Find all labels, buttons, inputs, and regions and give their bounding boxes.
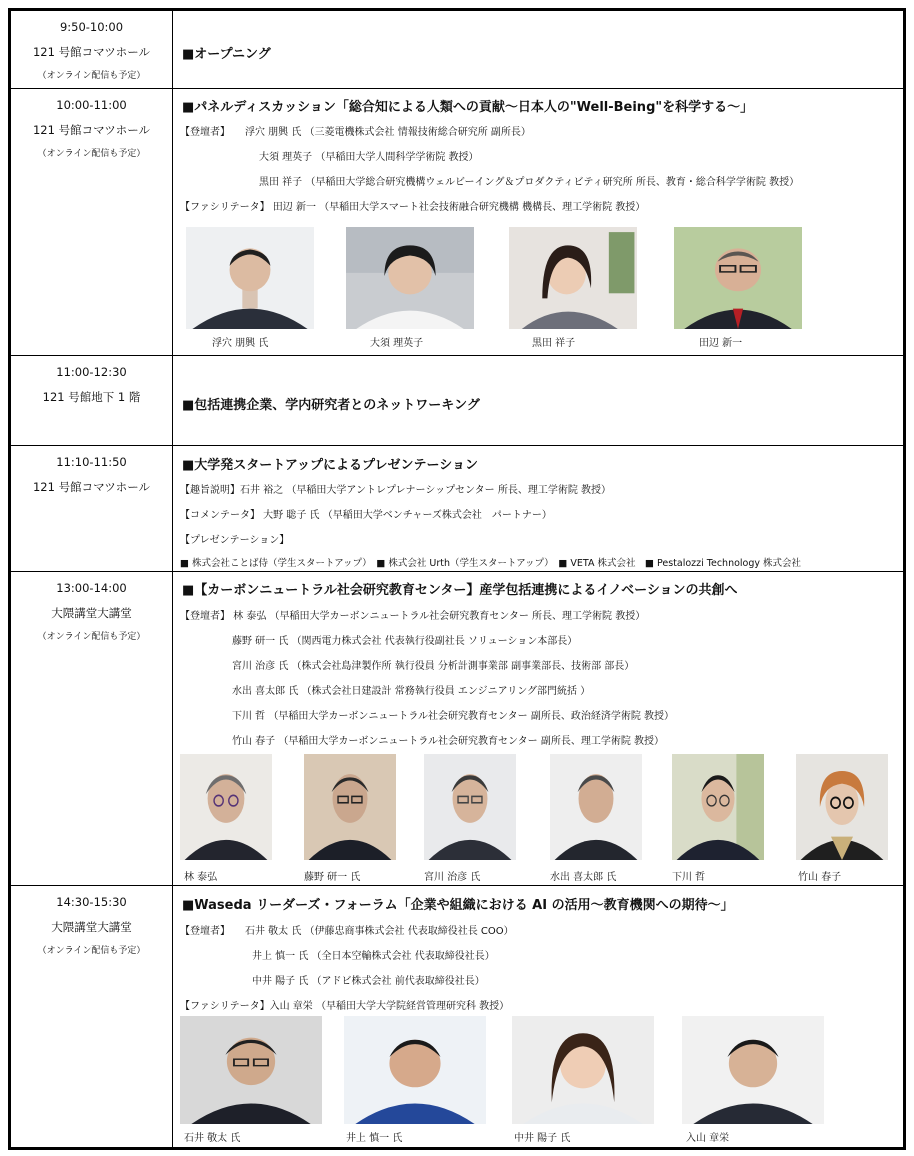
content-cell xyxy=(174,886,903,1147)
session-time: 9:50-10:00 xyxy=(59,20,124,34)
time-cell xyxy=(11,886,173,1147)
time-cell xyxy=(11,356,173,445)
session-note: （オンライン配信も予定） xyxy=(37,946,146,956)
speaker-line: 黒田 祥子 （早稲田大学総合研究機構ウェルビーイング＆プロダクティビティ研究所 所長、教育・総合科学学術院 教授） xyxy=(259,177,800,188)
session-time: 10:00-11:00 xyxy=(56,98,127,112)
speaker-line: 【登壇者】 浮穴 朋興 氏 （三菱電機株式会社 情報技術総合研究所 副所長） xyxy=(180,127,531,138)
speaker-name: 井上 慎一 氏 xyxy=(346,1133,403,1144)
session-title: ■オープニング xyxy=(182,47,271,62)
speaker-photo xyxy=(550,754,642,860)
session-venue: 121 号館コマツホール xyxy=(32,123,151,137)
speaker-photo xyxy=(672,754,764,860)
speaker-name: 田辺 新一 xyxy=(699,338,743,349)
speaker-photo xyxy=(180,1016,322,1124)
speaker-name: 浮穴 朋興 氏 xyxy=(212,338,269,349)
time-cell xyxy=(11,572,173,885)
speaker-name: 竹山 春子 xyxy=(798,872,842,883)
speaker-photo xyxy=(796,754,888,860)
session-venue: 121 号館コマツホール xyxy=(32,45,151,59)
program-table xyxy=(8,8,906,1150)
session-row-opening xyxy=(11,11,903,89)
session-time: 11:00-12:30 xyxy=(56,365,127,379)
speaker-line: 【登壇者】 石井 敬太 氏 （伊藤忠商事株式会社 代表取締役社長 COO） xyxy=(180,926,514,937)
time-cell xyxy=(11,446,173,571)
speaker-photo xyxy=(512,1016,654,1124)
session-title: ■包括連携企業、学内研究者とのネットワーキング xyxy=(182,398,480,413)
speaker-line: 【プレゼンテーション】 xyxy=(180,535,290,546)
speaker-line: 【コメンテータ】 大野 聡子 氏 （早稲田大学ベンチャーズ株式会社 パートナー） xyxy=(180,510,552,521)
speaker-photo xyxy=(180,754,272,860)
session-venue: 121 号館コマツホール xyxy=(32,480,151,494)
speaker-name: 水出 喜太郎 氏 xyxy=(550,872,617,883)
speaker-line: 大須 理英子 （早稲田大学人間科学学術院 教授） xyxy=(259,152,479,163)
speaker-name: 宮川 治彦 氏 xyxy=(424,872,481,883)
speaker-name: 大須 理英子 xyxy=(370,338,424,349)
content-cell xyxy=(174,11,903,88)
session-note: （オンライン配信も予定） xyxy=(37,71,146,81)
speaker-photo xyxy=(344,1016,486,1124)
session-title: ■【カーボンニュートラル社会研究教育センター】産学包括連携によるイノベーションの共創へ xyxy=(182,583,738,598)
facilitator-line: 【ファシリテータ】入山 章栄 （早稲田大学大学院経営管理研究科 教授） xyxy=(180,1001,510,1012)
speaker-name: 下川 哲 xyxy=(672,872,706,883)
session-title: ■大学発スタートアップによるプレゼンテーション xyxy=(182,458,478,473)
content-cell xyxy=(174,446,903,571)
speaker-name: 藤野 研一 氏 xyxy=(304,872,361,883)
session-title: ■パネルディスカッション「総合知による人類への貢献～日本人の"Well-Being"を科学する～」 xyxy=(182,100,754,115)
speaker-photo xyxy=(346,227,474,329)
speaker-name: 林 泰弘 xyxy=(184,872,218,883)
speaker-line: 【趣旨説明】石井 裕之 （早稲田大学アントレプレナーシップセンター 所長、理工学術院 教授） xyxy=(180,485,612,496)
session-row-panel xyxy=(11,89,903,356)
content-cell xyxy=(174,356,903,445)
session-note: （オンライン配信も予定） xyxy=(37,149,146,159)
speaker-photo xyxy=(304,754,396,860)
speaker-line: 水出 喜太郎 氏 （株式会社日建設計 常務執行役員 エンジニアリング部門統括 ） xyxy=(232,686,591,697)
session-venue: 大隈講堂大講堂 xyxy=(51,920,132,934)
session-row-networking xyxy=(11,356,903,446)
time-cell xyxy=(11,11,173,88)
speaker-photo xyxy=(674,227,802,329)
speaker-line: 藤野 研一 氏 （関西電力株式会社 代表執行役副社長 ソリューション本部長） xyxy=(232,636,578,647)
startup-list: ■ 株式会社ことば侍（学生スタートアップ） ■ 株式会社 Urth（学生スタートアップ） ■ VETA 株式会社 ■ Pestalozzi Technology 株式会社 xyxy=(180,558,802,569)
content-cell xyxy=(174,572,903,885)
session-venue: 121 号館地下 1 階 xyxy=(42,390,141,404)
speaker-photo xyxy=(509,227,637,329)
speaker-name: 中井 陽子 氏 xyxy=(514,1133,571,1144)
speaker-line: 中井 陽子 氏 （アドビ株式会社 前代表取締役社長） xyxy=(252,976,485,987)
session-time: 13:00-14:00 xyxy=(56,581,127,595)
session-row-leaders-forum xyxy=(11,886,903,1147)
speaker-name: 入山 章栄 xyxy=(686,1133,730,1144)
speaker-name: 石井 敬太 氏 xyxy=(184,1133,241,1144)
time-cell xyxy=(11,89,173,355)
speaker-photo xyxy=(186,227,314,329)
session-time: 14:30-15:30 xyxy=(56,895,127,909)
session-venue: 大隈講堂大講堂 xyxy=(51,606,132,620)
session-title: ■Waseda リーダーズ・フォーラム「企業や組織における AI の活用～教育機関への期待～」 xyxy=(182,898,734,913)
speaker-line: 下川 哲 （早稲田大学カーボンニュートラル社会研究教育センター 副所長、政治経済学術院 教授） xyxy=(232,711,675,722)
speaker-line: 竹山 春子 （早稲田大学カーボンニュートラル社会研究教育センター 副所長、理工学術院 教授） xyxy=(232,736,665,747)
speaker-line: 井上 慎一 氏 （全日本空輸株式会社 代表取締役社長） xyxy=(252,951,495,962)
speaker-photo xyxy=(682,1016,824,1124)
speaker-line: 【登壇者】 林 泰弘 （早稲田大学カーボンニュートラル社会研究教育センター 所長、理工学術院 教授） xyxy=(180,611,646,622)
session-row-startups xyxy=(11,446,903,572)
session-time: 11:10-11:50 xyxy=(56,455,127,469)
session-row-carbon-neutral xyxy=(11,572,903,886)
facilitator-line: 【ファシリテータ】 田辺 新一 （早稲田大学スマート社会技術融合研究機構 機構長、理工学術院 教授） xyxy=(180,202,646,213)
speaker-name: 黒田 祥子 xyxy=(532,338,576,349)
session-note: （オンライン配信も予定） xyxy=(37,632,146,642)
content-cell xyxy=(174,89,903,355)
speaker-line: 宮川 治彦 氏 （株式会社島津製作所 執行役員 分析計測事業部 副事業部長、技術部 部長） xyxy=(232,661,635,672)
speaker-photo xyxy=(424,754,516,860)
